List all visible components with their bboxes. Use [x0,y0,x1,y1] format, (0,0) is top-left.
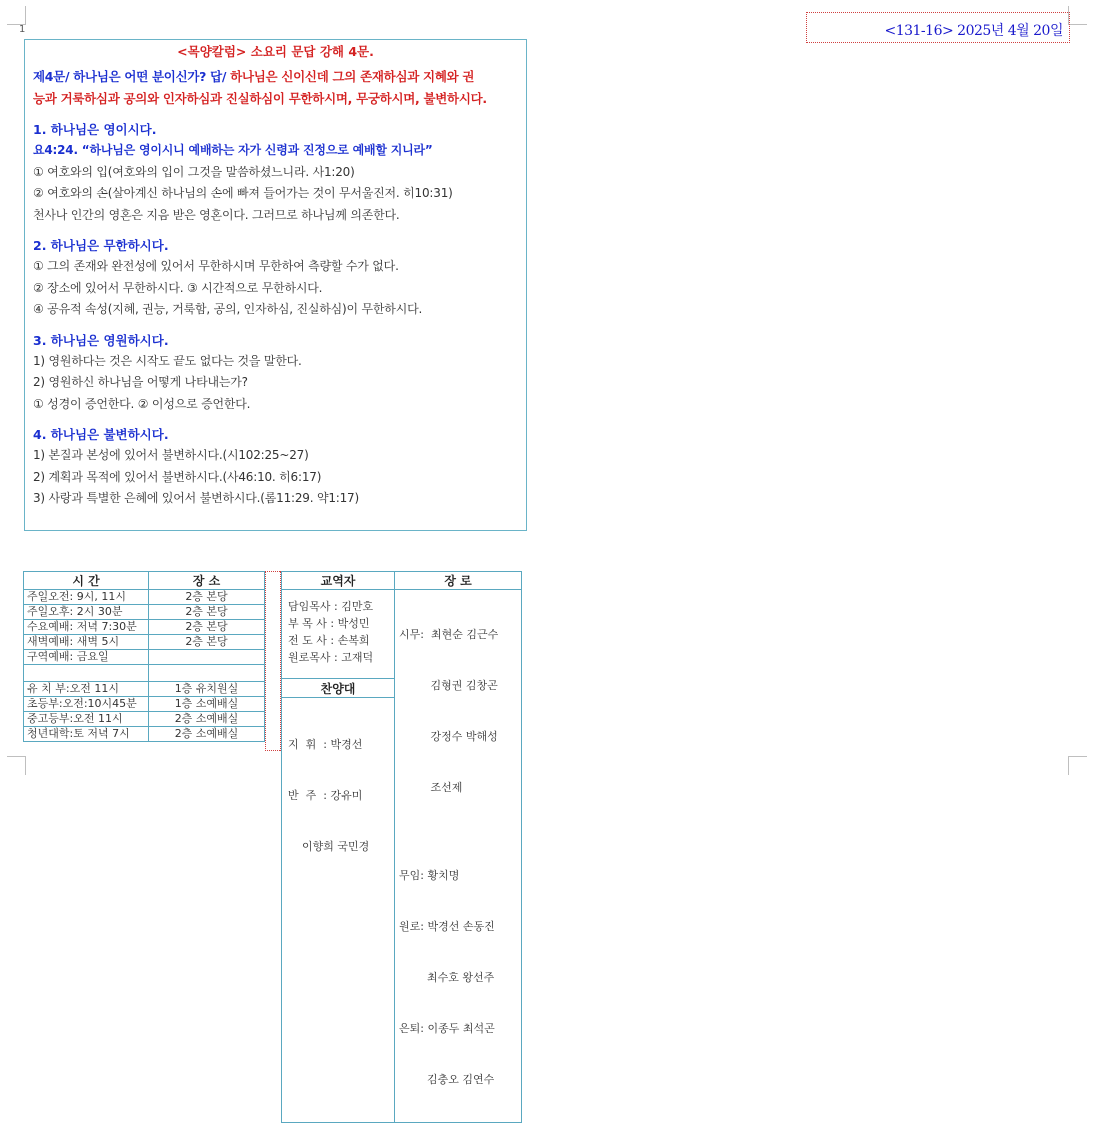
elder-line: 은퇴: 이종두 최석곤 [399,1022,495,1035]
schedule-time: 새벽예배: 새벽 5시 [24,635,149,650]
choir-cell [282,698,395,1123]
body-line: 천사나 인간의 영혼은 지음 받은 영혼이다. 그러므로 하나님께 의존한다. [33,207,400,222]
body-line: ① 그의 존재와 완전성에 있어서 무한하시며 무한하여 측량할 수가 없다. [33,259,399,273]
schedule-time: 주일오전: 9시, 11시 [24,590,149,605]
page-number: 1 [19,24,26,35]
minister-name: 부 목 사 : 박성민 [288,617,370,630]
schedule-header-time: 시 간 [24,572,149,590]
page-corner-mark [7,756,26,775]
choir-member: 이향희 국민경 [288,840,370,853]
worship-schedule-table [23,571,265,742]
schedule-place: 2층 본당 [149,620,265,635]
table-row [24,727,265,742]
schedule-place: 2층 본당 [149,635,265,650]
table-row [24,590,265,605]
minister-name: 담임목사 : 김만호 [288,600,374,613]
section-heading: 4. 하나님은 불변하시다. [33,427,169,442]
schedule-place: 2층 소예배실 [149,712,265,727]
elder-line: 원로: 박경선 손동진 [399,920,495,933]
section-heading: 1. 하나님은 영이시다. [33,122,157,137]
body-line: ④ 공유적 속성(지혜, 권능, 거룩함, 공의, 인자하심, 진실하심)이 무한하시다. [33,302,423,316]
body-line: ① 여호와의 입(여호와의 입이 그것을 말씀하셨느니라. 사1:20) [33,164,355,179]
staff-header-ministers: 교역자 [282,572,395,590]
schedule-time: 초등부:오전:10시45분 [24,697,149,712]
schedule-place [149,650,265,665]
table-row [24,605,265,620]
table-row [24,620,265,635]
section-heading: 2. 하나님은 무한하시다. [33,238,169,253]
elder-line: 강정수 박해성 [399,730,498,743]
divider [265,750,280,751]
table-row [24,682,265,697]
table-row [24,635,265,650]
elder-line: 최수호 왕선주 [399,971,495,984]
schedule-place: 2층 소예배실 [149,727,265,742]
body-line: 1) 영원하다는 것은 시작도 끝도 없다는 것을 말한다. [33,353,302,368]
answer-text: 하나님은 신이신데 그의 존재하심과 지혜와 권 [230,69,475,84]
schedule-time: 주일오후: 2시 30분 [24,605,149,620]
schedule-place: 1층 유치원실 [149,682,265,697]
ministers-cell [282,590,395,679]
schedule-place: 2층 본당 [149,605,265,620]
body-line: ② 여호와의 손(살아계신 하나님의 손에 빠져 들어가는 것이 무서울진저. 히10:31) [33,186,453,200]
elder-line: 무임: 황치명 [399,869,460,882]
question-text: 제4문/ 하나님은 어떤 분이신가? 답/ [33,69,231,84]
staff-table [281,571,522,1123]
schedule-place: 2층 본당 [149,590,265,605]
elder-line: 조선제 [399,781,463,794]
minister-name: 원로목사 : 고재덕 [288,651,374,664]
schedule-time: 수요예배: 저녁 7:30분 [24,620,149,635]
schedule-place: 1층 소예배실 [149,697,265,712]
header-box[interactable] [806,12,1070,43]
scripture-line: 요4:24. “하나님은 영이시니 예배하는 자가 신령과 진정으로 예배할 지니라” [33,143,433,157]
divider [265,571,280,572]
schedule-place [149,665,265,682]
body-line: ① 성경이 증언한다. ② 이성으로 증언한다. [33,396,251,411]
elders-cell [395,590,522,1123]
answer-text: 능과 거룩하심과 공의와 인자하심과 진실하심이 무한하시며, 무궁하시며, 불변하시다. [33,91,487,106]
choir-header: 찬양대 [282,679,395,698]
staff-header-elders: 장 로 [395,572,522,590]
issue-date-header: <131-16> 2025년 4월 20일 [884,23,1063,39]
body-line: ② 장소에 있어서 무한하시다. ③ 시간적으로 무한하시다. [33,280,323,295]
body-line: 3) 사랑과 특별한 은혜에 있어서 불변하시다.(롬11:29. 약1:17) [33,491,359,505]
page-corner-mark [1068,6,1087,25]
choir-member: 지 휘 : 박경선 [288,738,363,751]
column-title: <목양칼럼> 소요리 문답 강해 4문. [177,44,374,59]
table-row [24,650,265,665]
schedule-time: 유 치 부:오전 11시 [24,682,149,697]
schedule-time: 청년대학:토 저녁 7시 [24,727,149,742]
elder-line: 김형권 김창곤 [399,679,498,692]
elder-line: 김충오 김연수 [399,1073,495,1086]
schedule-time: 구역예배: 금요일 [24,650,149,665]
table-row [24,712,265,727]
table-row [24,697,265,712]
body-line: 2) 계획과 목적에 있어서 불변하시다.(사46:10. 히6:17) [33,469,322,484]
page-corner-mark [7,6,26,25]
minister-name: 전 도 사 : 손복희 [288,634,370,647]
elder-line: 시무: 최현순 김근수 [399,628,499,641]
section-heading: 3. 하나님은 영원하시다. [33,332,169,348]
schedule-time: 중고등부:오전 11시 [24,712,149,727]
table-row [24,665,265,682]
body-line: 1) 본질과 본성에 있어서 불변하시다.(시102:25~27) [33,448,309,462]
schedule-header-place: 장 소 [149,572,265,590]
body-line: 2) 영원하신 하나님을 어떻게 나타내는가? [33,375,248,389]
page-corner-mark [1068,756,1087,775]
choir-member: 반 주 : 강유미 [288,789,363,802]
schedule-time [24,665,149,682]
question-line-1 [33,66,518,88]
divider [265,571,266,751]
pastoral-column[interactable] [24,39,527,531]
